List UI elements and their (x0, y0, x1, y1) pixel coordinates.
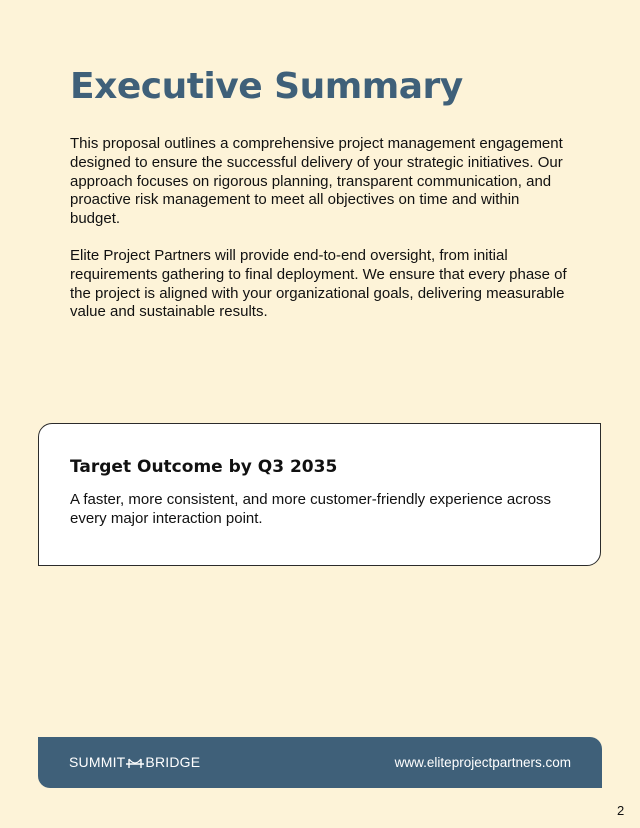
logo-text-left: SUMMIT (69, 754, 126, 770)
target-outcome-card (38, 423, 601, 566)
summit-bridge-logo (69, 754, 200, 770)
summary-paragraph-2: Elite Project Partners will provide end-to-end oversight, from initial requirements gathering to final deployment. We ensure that every phase of the project is aligned with your organizational goals, delivering measurable value and sustainable results. (70, 247, 567, 321)
logo-text-right: BRIDGE (145, 754, 201, 770)
footer-bar (38, 737, 602, 788)
bridge-icon (126, 756, 144, 768)
website-link[interactable]: www.eliteprojectpartners.com (394, 755, 571, 770)
target-outcome-text: A faster, more consistent, and more customer-friendly experience across every major interaction point. (70, 491, 552, 527)
page-title: Executive Summary (70, 66, 463, 107)
target-outcome-title: Target Outcome by Q3 2035 (70, 457, 338, 477)
summary-paragraph-1: This proposal outlines a comprehensive project management engagement designed to ensure the successful delivery of your strategic initiatives. Our approach focuses on rigorous planning, transparent communication, and proactive risk management to meet all objectives on time and within budget. (70, 135, 563, 228)
page-number: 2 (617, 803, 625, 818)
